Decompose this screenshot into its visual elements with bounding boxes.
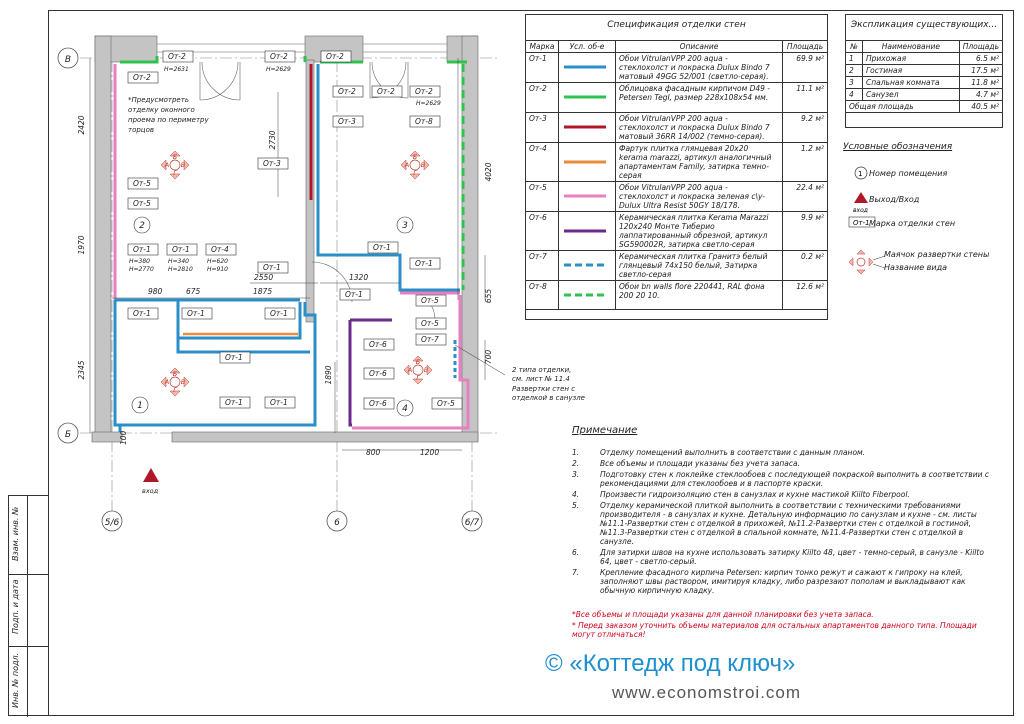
room-no-2: 2	[139, 221, 145, 231]
svg-text:От-1: От-1	[270, 309, 288, 318]
spec-desc: Керамическая плитка Kerama Marazzi 120x240 Монте Тиберио лаппатированный обрезной, артикул SG590002R, затирка светло-серая	[616, 212, 783, 251]
tag-ot2-c	[265, 51, 295, 62]
tag-ot1-k	[220, 397, 250, 408]
spec-desc: Обои VitrulanVPP 200 aqua - стеклохолст и покраска Dulux Bindo 7 матовый 36RR 14/002 (темно-серая).	[616, 113, 783, 143]
note-num: 3.	[572, 470, 580, 479]
spec-mark: От-3	[526, 113, 559, 143]
axis-v: В	[64, 55, 72, 65]
svg-text:От-8: От-8	[415, 117, 433, 126]
spec-desc: Облицовка фасадным кирпичом D49 - Petersen Tegl, размер 228х108х54 мм.	[616, 83, 783, 113]
tag-ot3-b	[258, 158, 288, 169]
svg-text:А: А	[404, 161, 410, 169]
dim-800: 800	[366, 448, 381, 457]
callout-2: см. лист № 11.4	[512, 375, 570, 383]
spec-area: 0.2 м²	[783, 251, 828, 281]
spec-mark: От-2	[526, 83, 559, 113]
expl-row	[846, 65, 1003, 77]
svg-text:От-2: От-2	[338, 87, 356, 96]
svg-text:От-1: От-1	[133, 309, 151, 318]
note-text: Крепление фасадного кирпича Petersen: кирпич тонко режут и сажают к гипроку на клей, заполняют швы раствором, имитируя кладку, либо разрезают пополам и выкладывают как обычную кирпичную кладку.	[600, 568, 966, 595]
dim-4020: 4020	[484, 162, 493, 182]
spec-area: 69.9 м²	[783, 53, 828, 83]
note-window-4: торцов	[128, 126, 154, 134]
svg-text:В: В	[423, 366, 429, 374]
legend-beacon-icon	[849, 250, 873, 274]
svg-text:От-2: От-2	[270, 52, 288, 61]
expl-name: Санузел	[863, 89, 960, 101]
spec-area: 9.2 м²	[783, 113, 828, 143]
svg-text:От-2: От-2	[377, 87, 395, 96]
svg-text:От-3: От-3	[338, 117, 356, 126]
dim-2345: 2345	[77, 360, 86, 380]
expl-table	[845, 40, 1003, 113]
svg-text:От-2: От-2	[133, 73, 151, 82]
beacon-room3	[401, 151, 429, 179]
h-2629b: Н=2629	[416, 100, 441, 107]
dim-1970: 1970	[77, 235, 86, 255]
expl-area: 6.5 м²	[959, 53, 1002, 65]
tag-ot1-d	[258, 262, 288, 273]
axis-6: 6	[334, 518, 340, 528]
svg-text:От-5: От-5	[421, 319, 439, 328]
axis-56: 5/6	[104, 518, 120, 528]
tag-ot1-l	[265, 397, 295, 408]
h-620: Н=620	[207, 258, 228, 265]
legend-view-label: Название вида	[884, 263, 948, 272]
spec-area: 9.9 м²	[783, 212, 828, 251]
svg-text:От-1: От-1	[373, 243, 391, 252]
legend-room-label: Номер помещения	[869, 169, 948, 178]
spec-desc: Фартук плитка глянцевая 20х20 kerama marazzi, артикул аналогичный апартаментам Family, затирка темно-серая	[616, 143, 783, 182]
note-window-3: проема по периметру	[128, 116, 209, 124]
tag-ot1-f	[340, 289, 370, 300]
spec-row	[526, 83, 828, 113]
expl-row	[846, 89, 1003, 101]
legend-exit-label: Выход/Вход	[869, 195, 920, 204]
spec-row	[526, 251, 828, 281]
svg-text:От-5: От-5	[133, 199, 151, 208]
svg-text:От-6: От-6	[369, 399, 387, 408]
stamp-sig: Подп. и дата	[11, 579, 20, 634]
note-item	[572, 490, 992, 499]
legend-exit-icon	[854, 192, 868, 203]
note-num: 7.	[572, 568, 580, 577]
spec-h-mark: Марка	[526, 41, 559, 53]
tag-ot2-a	[163, 51, 193, 62]
h-340: Н=340	[168, 258, 189, 265]
svg-text:Г: Г	[173, 386, 177, 394]
tag-ot2-b	[128, 72, 158, 83]
entrance-icon	[143, 468, 159, 482]
expl-h-area: Площадь	[959, 41, 1002, 53]
legend-beacon-label: Маячок развертки стены	[884, 250, 990, 259]
h-2631: Н=2631	[164, 66, 189, 73]
spec-mark: От-8	[526, 281, 559, 310]
spec-mark: От-7	[526, 251, 559, 281]
svg-text:От-2: От-2	[168, 52, 186, 61]
axis-b: Б	[64, 430, 72, 440]
expl-name: Спальная комната	[863, 77, 960, 89]
svg-text:Г: Г	[416, 374, 420, 382]
svg-text:1: 1	[858, 170, 863, 178]
tag-ot2-f	[372, 86, 402, 97]
callout-4: отделкой в санузле	[512, 394, 585, 402]
spec-mark: От-1	[526, 53, 559, 83]
expl-name: Гостиная	[863, 65, 960, 77]
spec-symbol	[559, 281, 616, 310]
spec-h-sym: Усл. об-е	[559, 41, 616, 53]
spec-mark: От-5	[526, 182, 559, 212]
room-no-3: 3	[402, 221, 408, 231]
stamp-orig: Инв. № подл.	[11, 652, 20, 708]
svg-text:От-1: От-1	[172, 245, 190, 254]
spec-desc: Обои VitrulanVPP 200 aqua - стеклохолст и покраска Dulux Bindo 7 матовый 49GG 52/001 (светло-серая).	[616, 53, 783, 83]
spec-symbol	[559, 143, 616, 182]
callout-3: Развертки стен с	[512, 385, 576, 393]
expl-area: 11.8 м²	[959, 77, 1002, 89]
tag-ot8	[410, 116, 440, 127]
notes-block	[572, 425, 992, 597]
expl-row	[846, 77, 1003, 89]
tag-ot1-j	[220, 352, 250, 363]
expl-row	[846, 53, 1003, 65]
spec-row	[526, 143, 828, 182]
svg-text:От-6: От-6	[369, 340, 387, 349]
legend-mark-tag-text: От-1	[853, 219, 870, 227]
svg-text:От-1: От-1	[263, 263, 281, 272]
spec-symbol	[559, 212, 616, 251]
legend-exit-small: вход	[853, 207, 868, 214]
svg-text:От-1: От-1	[133, 245, 151, 254]
note-num: 5.	[572, 501, 580, 510]
svg-text:Б: Б	[415, 358, 421, 366]
svg-text:От-4: От-4	[211, 245, 229, 254]
svg-text:А: А	[164, 161, 170, 169]
dim-2730: 2730	[268, 130, 277, 150]
spec-area: 1.2 м²	[783, 143, 828, 182]
brand-site[interactable]: www.economstroi.com	[612, 683, 802, 702]
svg-text:От-3: От-3	[263, 159, 281, 168]
room-no-1: 1	[137, 401, 143, 411]
tag-ot5-a	[128, 178, 158, 189]
svg-text:От-5: От-5	[421, 296, 439, 305]
svg-text:От-1: От-1	[225, 398, 243, 407]
tag-ot6-c	[364, 398, 394, 409]
tag-ot6-a	[364, 339, 394, 350]
svg-text:От-1: От-1	[187, 309, 205, 318]
dim-675: 675	[186, 287, 201, 296]
axis-67: 6/7	[464, 518, 480, 528]
svg-text:Б: Б	[412, 153, 418, 161]
svg-text:В: В	[180, 378, 186, 386]
svg-text:От-1: От-1	[415, 259, 433, 268]
note-num: 1.	[572, 448, 580, 457]
spec-row	[526, 53, 828, 83]
svg-text:А: А	[407, 366, 413, 374]
tag-ot3-a	[333, 116, 363, 127]
svg-text:От-1: От-1	[345, 290, 363, 299]
spec-table	[525, 40, 828, 310]
svg-text:От-5: От-5	[133, 179, 151, 188]
tag-ot1-a	[128, 244, 158, 255]
dim-655: 655	[484, 288, 493, 304]
svg-text:В: В	[420, 161, 426, 169]
spec-mark: От-4	[526, 143, 559, 182]
tag-ot5-d	[416, 318, 446, 329]
spec-h-desc: Описание	[616, 41, 783, 53]
svg-text:В: В	[180, 161, 186, 169]
spec-row	[526, 113, 828, 143]
expl-h-n: №	[846, 41, 863, 53]
brand-name: © «Коттедж под ключ»	[545, 650, 796, 677]
beacon-room2	[161, 151, 189, 179]
dim-1890: 1890	[324, 365, 333, 385]
tag-ot1-g	[128, 308, 158, 319]
spec-symbol	[559, 53, 616, 83]
spec-desc: Обои VitrulanVPP 200 aqua - стеклохолст и покраска зеленая c\y-Dulux Ultra Resist 50GY 18/178.	[616, 182, 783, 212]
h-910: Н=910	[207, 266, 228, 273]
tag-ot1-i	[265, 308, 295, 319]
dim-100: 100	[119, 430, 128, 445]
spec-row	[526, 212, 828, 251]
spec-desc: Обои bn walls flore 220441, RAL фона 200 20 10.	[616, 281, 783, 310]
tag-ot1-b	[167, 244, 197, 255]
expl-title: Экспликация существующих...	[850, 20, 998, 30]
note-item	[572, 448, 992, 457]
svg-text:От-5: От-5	[437, 399, 455, 408]
spec-area: 22.4 м²	[783, 182, 828, 212]
notes-title: Примечание	[572, 425, 638, 436]
dim-2550: 2550	[254, 273, 274, 282]
h-2629: Н=2629	[266, 66, 291, 73]
expl-area: 17.5 м²	[959, 65, 1002, 77]
dim-1875: 1875	[253, 287, 273, 296]
note-num: 4.	[572, 490, 580, 499]
entrance-label: вход	[142, 487, 159, 495]
stamp-inv: Взам. инв. №	[11, 506, 20, 561]
h-2770: Н=2770	[129, 266, 154, 273]
tag-ot7	[416, 334, 446, 345]
warning-2: * Перед заказом уточнить объемы материалов для остальных апартаментов данного типа. Площади могут отличаться!	[572, 621, 977, 639]
note-window-1: *Предусмотреть	[128, 96, 189, 104]
svg-text:От-6: От-6	[369, 369, 387, 378]
note-text: Произвести гидроизоляцию стен в санузлах и кухне мастикой Kiilto Fiberpool.	[600, 490, 910, 499]
tag-ot5-e	[432, 398, 462, 409]
tag-ot5-b	[128, 198, 158, 209]
expl-n: 4	[846, 89, 863, 101]
expl-n: 3	[846, 77, 863, 89]
dim-700: 700	[484, 349, 493, 365]
svg-text:Г: Г	[173, 169, 177, 177]
dim-1320: 1320	[349, 273, 369, 282]
svg-text:Г: Г	[413, 169, 417, 177]
h-380: Н=380	[129, 258, 150, 265]
spec-row	[526, 182, 828, 212]
svg-text:От-1: От-1	[270, 398, 288, 407]
note-text: Отделку помещений выполнить в соответствии с данным планом.	[600, 448, 866, 457]
spec-area: 11.1 м²	[783, 83, 828, 113]
expl-name: Прихожая	[863, 53, 960, 65]
expl-total-area: 40.5 м²	[959, 101, 1002, 113]
spec-area: 12.6 м²	[783, 281, 828, 310]
svg-text:Б: Б	[172, 370, 178, 378]
tag-ot2-e	[333, 86, 363, 97]
tag-ot1-h	[182, 308, 212, 319]
expl-n: 1	[846, 53, 863, 65]
expl-area: 4.7 м²	[959, 89, 1002, 101]
beacon-room1	[161, 368, 189, 396]
note-text: Для затирки швов на кухне использовать затирку Kiilto 48, цвет - темно-серый, в санузле - Kiilto 64, цвет - светло-серый.	[600, 548, 984, 566]
note-item	[572, 470, 992, 488]
callout-1: 2 типа отделки,	[512, 366, 572, 374]
expl-n: 2	[846, 65, 863, 77]
tag-ot2-d	[321, 51, 351, 62]
spec-mark: От-6	[526, 212, 559, 251]
note-text: Все объемы и площади указаны без учета запаса.	[600, 459, 800, 468]
spec-desc: Керамическая плитка Гранитэ белый глянцевый 74х150 белый, Затирка светло-серая	[616, 251, 783, 281]
note-item	[572, 568, 992, 595]
spec-symbol	[559, 182, 616, 212]
note-item	[572, 548, 992, 566]
tag-ot4	[206, 244, 236, 255]
room-no-4: 4	[402, 404, 408, 414]
note-item	[572, 459, 992, 468]
spec-symbol	[559, 251, 616, 281]
note-num: 6.	[572, 548, 580, 557]
legend-mark-label: Марка отделки стен	[869, 219, 956, 228]
tag-ot1-c	[368, 242, 398, 253]
tag-ot1-e	[410, 258, 440, 269]
svg-text:От-1: От-1	[225, 353, 243, 362]
note-num: 2.	[572, 459, 580, 468]
note-item	[572, 501, 992, 546]
note-text: Подготовку стен к поклейке стеклообоев с последующей покраской выполнить в соответствии с рекомендациями для стеклообоев и в паспорте краски.	[600, 470, 989, 488]
spec-h-area: Площадь	[783, 41, 828, 53]
legend-title: Условные обозначения	[843, 142, 953, 152]
dim-980: 980	[148, 287, 163, 296]
svg-text:От-2: От-2	[326, 52, 344, 61]
note-window-2: отделку оконного	[128, 106, 195, 114]
svg-text:От-7: От-7	[421, 335, 439, 344]
svg-text:А: А	[164, 378, 170, 386]
h-2810: Н=2810	[168, 266, 193, 273]
svg-text:Б: Б	[172, 153, 178, 161]
warning-1: *Все объемы и площади указаны для данной планировки без учета запаса.	[572, 610, 874, 619]
tag-ot5-c	[416, 295, 446, 306]
dim-1200: 1200	[420, 448, 440, 457]
tag-ot2-g	[410, 86, 440, 97]
svg-text:От-2: От-2	[415, 87, 433, 96]
spec-symbol	[559, 83, 616, 113]
note-text: Отделку керамической плиткой выполнить в соответствии с техническими требованиями производителя - в санузлах и кухне. Детальную информацию по санузлам и кухне - см. листы №11.1-Развертки стен с отделкой в прихожей, №11.2-Развертки стен с отделкой в гостиной, №11.3-Развертки стен с отделкой в спальной комнате, №11.4-Развертки стен с отделкой в санузле.	[600, 501, 977, 546]
tag-ot6-b	[364, 368, 394, 379]
beacon-room4	[404, 356, 432, 384]
expl-h-name: Наименование	[863, 41, 960, 53]
spec-symbol	[559, 113, 616, 143]
spec-row	[526, 281, 828, 310]
expl-total-label: Общая площадь	[846, 101, 960, 113]
dim-2420: 2420	[77, 115, 86, 135]
spec-title: Спецификация отделки стен	[607, 20, 746, 30]
